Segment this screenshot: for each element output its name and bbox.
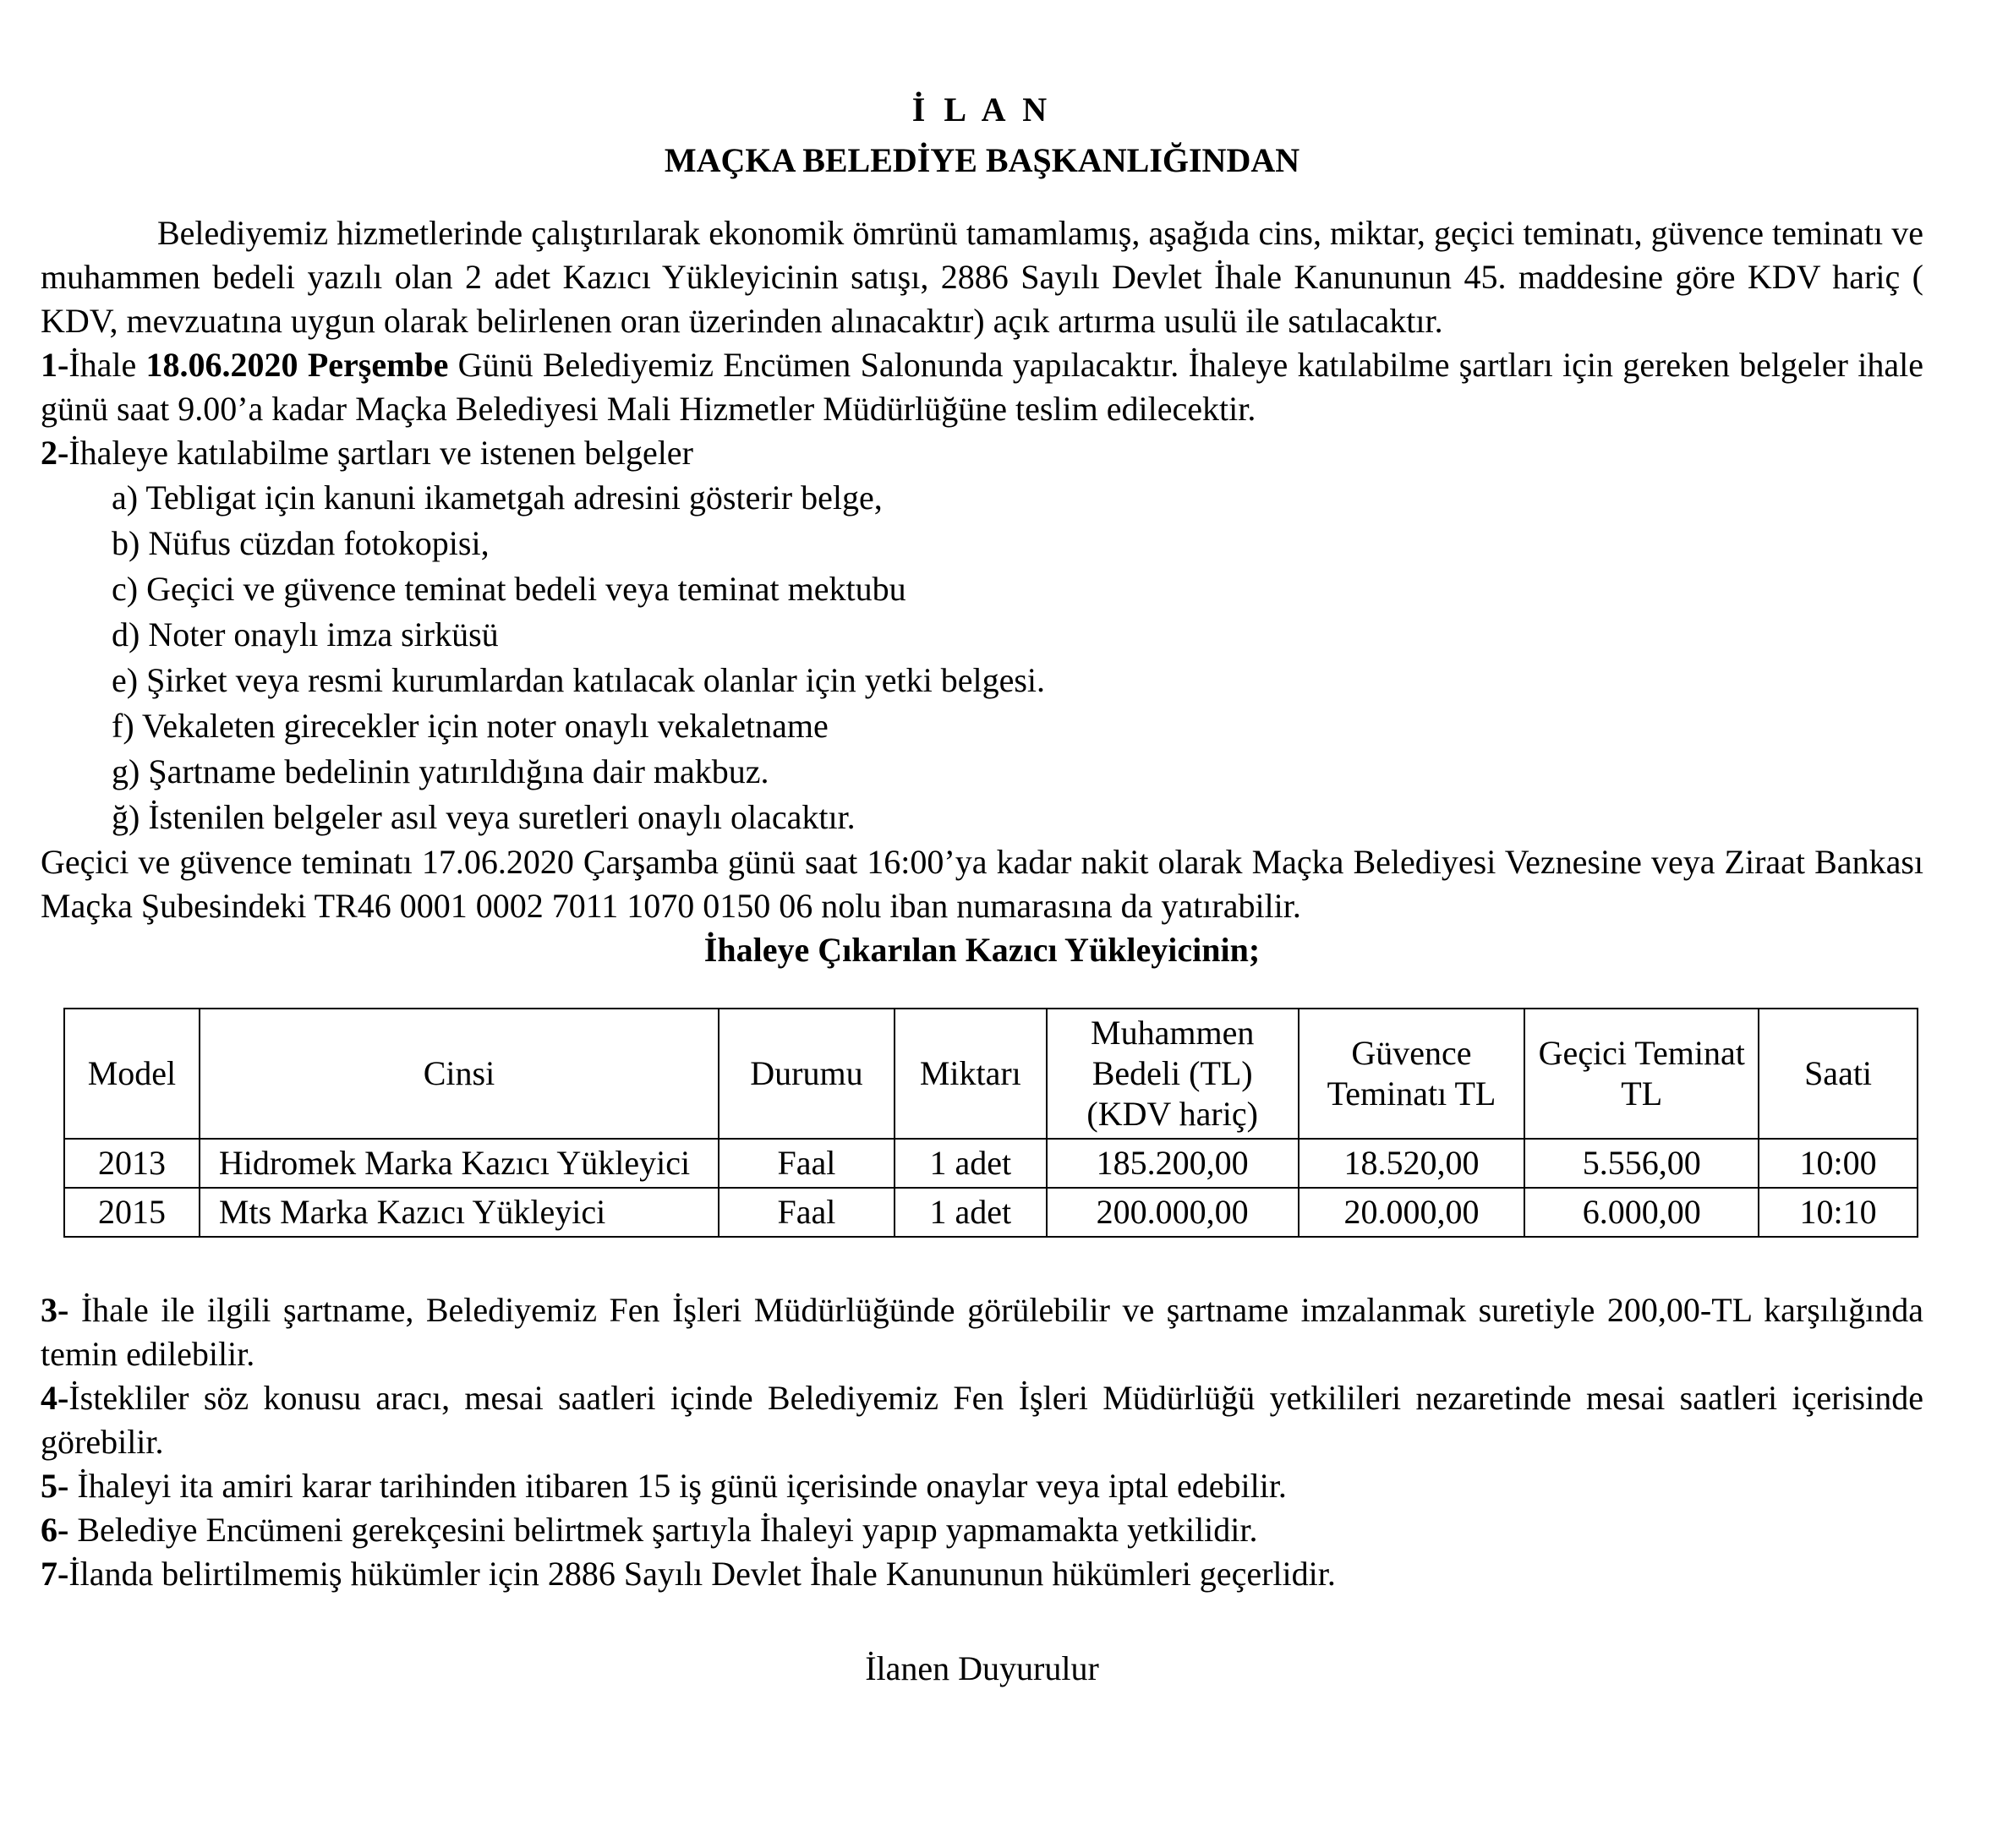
item-1-text: Günü Belediyemiz Encümen Salonunda yapılacaktır. İhaleye katılabilme şartları için gereken belgeler ihale günü saat 9.00’a kadar Maçka Belediyesi Mali Hizmetler Müdürlüğüne teslim edilecektir. (41, 346, 1923, 428)
table-cell: 185.200,00 (1047, 1139, 1299, 1188)
intro-paragraph: Belediyemiz hizmetlerinde çalıştırılarak ekonomik ömrünü tamamlamış, aşağıda cins, miktar, geçici teminatı, güvence teminatı ve muhammen bedeli yazılı olan 2 adet Kazıcı Yükleyicinin satışı, 2886 Sayılı Devlet İhale Kanununun 45. maddesine göre KDV hariç ( KDV, mevzuatına uygun olarak belirlenen oran üzerinden alınacaktır) açık artırma usulü ile satılacaktır. (41, 214, 1923, 340)
column-header: Güvence Teminatı TL (1299, 1009, 1525, 1139)
item-5 (41, 1464, 1923, 1508)
item-1-number: 1- (41, 346, 69, 384)
table-cell: 1 adet (895, 1188, 1047, 1237)
item-2-number: 2- (41, 434, 69, 472)
table-cell: 2013 (64, 1139, 200, 1188)
item-2 (41, 431, 1923, 475)
column-header: Geçici Teminat TL (1524, 1009, 1759, 1139)
item-4-number: 4- (41, 1379, 69, 1417)
item-6-number: 6- (41, 1511, 69, 1549)
column-header: Muhammen Bedeli (TL) (KDV hariç) (1047, 1009, 1299, 1139)
table-header-row (64, 1009, 1918, 1139)
table-cell: Mts Marka Kazıcı Yükleyici (200, 1188, 719, 1237)
item-1-date: 18.06.2020 Perşembe (145, 346, 449, 384)
item-1 (41, 343, 1923, 431)
item-7-text: İlanda belirtilmemiş hükümler için 2886 Sayılı Devlet İhale Kanununun hükümleri geçerlidir. (68, 1555, 1336, 1593)
required-documents-list (41, 475, 1923, 840)
list-item: e) Şirket veya resmi kurumlardan katılacak olanlar için yetki belgesi. (112, 661, 1046, 699)
list-item: d) Noter onaylı imza sirküsü (112, 615, 499, 653)
item-2-text: İhaleye katılabilme şartları ve istenen belgeler (68, 434, 693, 472)
closing-items (41, 1288, 1923, 1596)
document-body (41, 85, 1923, 1725)
list-item: g) Şartname bedelinin yatırıldığına dair makbuz. (112, 752, 769, 790)
table-cell: 1 adet (895, 1139, 1047, 1188)
item-3-text: İhale ile ilgili şartname, Belediyemiz Fen İşleri Müdürlüğünde görülebilir ve şartname imzalanmak suretiyle 200,00-TL karşılığında temin edilebilir. (41, 1291, 1923, 1373)
table-cell: 10:00 (1759, 1139, 1918, 1188)
issuer-title: MAÇKA BELEDİYE BAŞKANLIĞINDAN (664, 141, 1300, 179)
item-3-number: 3- (41, 1291, 69, 1329)
table-cell: 20.000,00 (1299, 1188, 1525, 1237)
item-3 (41, 1288, 1923, 1376)
list-item: b) Nüfus cüzdan fotokopisi, (112, 524, 490, 562)
column-header: Cinsi (200, 1009, 719, 1139)
item-6 (41, 1508, 1923, 1552)
column-header: Miktarı (895, 1009, 1047, 1139)
table-row (64, 1188, 1918, 1237)
table-cell: 200.000,00 (1047, 1188, 1299, 1237)
table-cell: 18.520,00 (1299, 1139, 1525, 1188)
item-4-text: İstekliler söz konusu aracı, mesai saatleri içinde Belediyemiz Fen İşleri Müdürlüğü yetkilileri nezaretinde mesai saatleri içerisinde görebilir. (41, 1379, 1923, 1461)
table-cell: Faal (719, 1188, 895, 1237)
item-7-number: 7- (41, 1555, 69, 1593)
item-5-text: İhaleyi ita amiri karar tarihinden itibaren 15 iş günü içerisinde onaylar veya iptal edebilir. (68, 1467, 1287, 1505)
table-cell: 6.000,00 (1524, 1188, 1759, 1237)
column-header: Saati (1759, 1009, 1918, 1139)
list-item: ğ) İstenilen belgeler asıl veya suretleri onaylı olacaktır. (112, 798, 856, 836)
item-6-text: Belediye Encümeni gerekçesini belirtmek şartıyla İhaleyi yapıp yapmamakta yetkilidir. (68, 1511, 1258, 1549)
item-1-pre: İhale (68, 346, 146, 384)
announcement-title: İ L A N (911, 90, 1053, 128)
item-4 (41, 1376, 1923, 1464)
table-cell: 5.556,00 (1524, 1139, 1759, 1188)
table-title: İhaleye Çıkarılan Kazıcı Yükleyicinin; (703, 931, 1261, 969)
table-cell: Hidromek Marka Kazıcı Yükleyici (200, 1139, 719, 1188)
list-item: f) Vekaleten girecekler için noter onaylı vekaletname (112, 707, 829, 745)
table-cell: 2015 (64, 1188, 200, 1237)
column-header: Model (64, 1009, 200, 1139)
column-header: Durumu (719, 1009, 895, 1139)
list-item: a) Tebligat için kanuni ikametgah adresini gösterir belge, (112, 478, 883, 517)
table-cell: 10:10 (1759, 1188, 1918, 1237)
item-7 (41, 1552, 1923, 1596)
auction-table (63, 1008, 1918, 1238)
list-item: c) Geçici ve güvence teminat bedeli veya teminat mektubu (112, 570, 906, 608)
payment-paragraph: Geçici ve güvence teminatı 17.06.2020 Çarşamba günü saat 16:00’ya kadar nakit olarak Maçka Belediyesi Veznesine veya Ziraat Bankası Maçka Şubesindeki TR46 0001 0002 7011 1070 0150 06 nolu iban numarasına da yatırabilir. (41, 843, 1923, 925)
table-row (64, 1139, 1918, 1188)
table-cell: Faal (719, 1139, 895, 1188)
item-5-number: 5- (41, 1467, 69, 1505)
closing-statement: İlanen Duyurulur (865, 1649, 1099, 1687)
